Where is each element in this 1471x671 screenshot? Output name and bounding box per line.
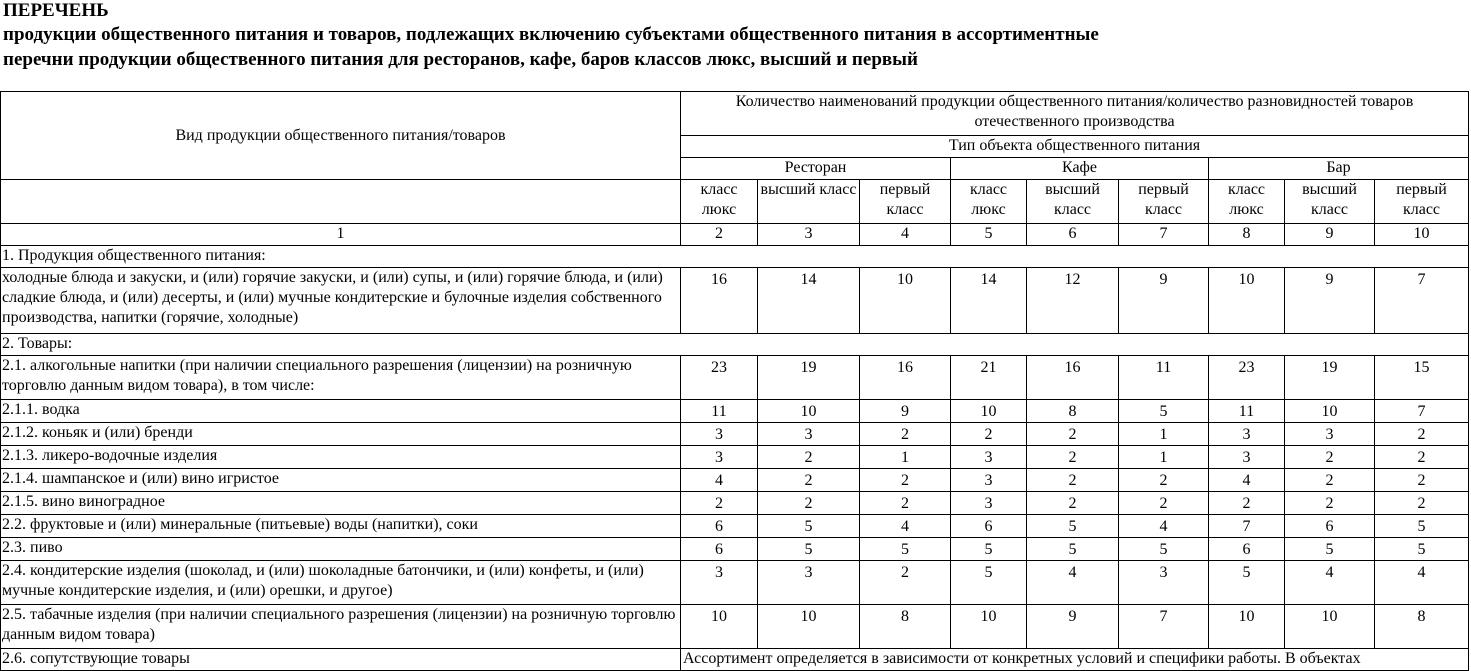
- row-value: 9: [1119, 268, 1209, 334]
- row-value: 8: [1375, 605, 1469, 649]
- header-quantity: Количество наименований продукции общественного питания/количество разновидностей товаров отечественного производства: [681, 92, 1469, 136]
- column-number: 1: [1, 224, 681, 246]
- table-row: [1, 356, 1469, 400]
- assortment-table: [0, 91, 1469, 671]
- column-number: 2: [681, 224, 758, 246]
- row-value: 1: [1119, 446, 1209, 469]
- header-class-cell: первый класс: [1119, 180, 1209, 224]
- row-value: 9: [1027, 605, 1119, 649]
- row-value: 2: [758, 469, 860, 492]
- row-value: 2: [860, 492, 951, 515]
- row-label: 2.6. сопутствующие товары: [1, 649, 681, 671]
- row-value: 19: [1285, 356, 1375, 400]
- row-value: 11: [681, 400, 758, 423]
- row-value: 10: [1209, 268, 1285, 334]
- row-value: 9: [1285, 268, 1375, 334]
- row-value: 19: [758, 356, 860, 400]
- row-value: 5: [1209, 561, 1285, 605]
- row-value: 5: [1285, 538, 1375, 561]
- table-row: [1, 400, 1469, 423]
- row-value: 4: [1119, 515, 1209, 538]
- header-class-cell: высший класс: [1027, 180, 1119, 224]
- row-value: 2: [1285, 469, 1375, 492]
- row-value: 12: [1027, 268, 1119, 334]
- row-value: 16: [860, 356, 951, 400]
- row-value: 6: [951, 515, 1027, 538]
- row-value: 2: [1285, 492, 1375, 515]
- row-value: 5: [758, 538, 860, 561]
- row-value: 6: [1285, 515, 1375, 538]
- row-value: 14: [951, 268, 1027, 334]
- row-value: 3: [681, 561, 758, 605]
- row-value: 8: [860, 605, 951, 649]
- row-value: 3: [681, 446, 758, 469]
- row-value: 2: [860, 561, 951, 605]
- row-value: 2: [1375, 492, 1469, 515]
- row-value: 3: [1209, 423, 1285, 446]
- header-group-restaurant: Ресторан: [681, 158, 951, 180]
- header-group-bar: Бар: [1209, 158, 1469, 180]
- document-subtitle: [3, 22, 1463, 72]
- row-value: 2: [1119, 492, 1209, 515]
- row-value: 5: [1119, 400, 1209, 423]
- column-number: 5: [951, 224, 1027, 246]
- header-row-classes: [1, 180, 1469, 224]
- row-value: 4: [1209, 469, 1285, 492]
- table-row-section-catering: [1, 246, 1469, 268]
- column-number: 6: [1027, 224, 1119, 246]
- column-number: 3: [758, 224, 860, 246]
- header-product-type: Вид продукции общественного питания/товаров: [1, 92, 681, 180]
- row-value: 10: [1285, 400, 1375, 423]
- row-value: 2: [860, 423, 951, 446]
- row-value: 5: [758, 515, 860, 538]
- row-value: 2: [1027, 492, 1119, 515]
- subtitle-line-1: продукции общественного питания и товаров, подлежащих включению субъектами общественного питания в ассортиментные: [3, 24, 1099, 45]
- table-row-section-goods: [1, 334, 1469, 356]
- header-object-type: Тип объекта общественного питания: [681, 136, 1469, 158]
- row-label: 2.1.2. коньяк и (или) бренди: [1, 423, 681, 446]
- table-row: [1, 649, 1469, 671]
- row-label: 2.4. кондитерские изделия (шоколад, и (или) шоколадные батончики, и (или) конфеты, и (или) мучные кондитерские изделия, и (или) орешки, и другое): [1, 561, 681, 605]
- table-row: [1, 268, 1469, 334]
- row-value: 4: [1375, 561, 1469, 605]
- row-value: 10: [681, 605, 758, 649]
- row-label: 2.2. фруктовые и (или) минеральные (питьевые) воды (напитки), соки: [1, 515, 681, 538]
- row-value: 1: [860, 446, 951, 469]
- row-value: 11: [1209, 400, 1285, 423]
- row-value: 2: [1285, 446, 1375, 469]
- header-class-cell: класс люкс: [681, 180, 758, 224]
- row-value: 5: [951, 561, 1027, 605]
- row-value: 10: [951, 605, 1027, 649]
- row-value: 5: [1375, 538, 1469, 561]
- header-row-quantity: [1, 92, 1469, 136]
- row-value: 7: [1119, 605, 1209, 649]
- header-class-cell: класс люкс: [951, 180, 1027, 224]
- row-value: 4: [1027, 561, 1119, 605]
- table-row: [1, 605, 1469, 649]
- column-number: 4: [860, 224, 951, 246]
- row-value: 23: [681, 356, 758, 400]
- column-number: 8: [1209, 224, 1285, 246]
- header-classes-spacer: [1, 180, 681, 224]
- header-class-cell: первый класс: [860, 180, 951, 224]
- row-value: 2: [1027, 469, 1119, 492]
- column-number: 9: [1285, 224, 1375, 246]
- row-value: 10: [758, 605, 860, 649]
- row-label: 2.1. алкогольные напитки (при наличии специального разрешения (лицензии) на розничную торговлю данным видом товара), в том числе:: [1, 356, 681, 400]
- header-group-cafe: Кафе: [951, 158, 1209, 180]
- row-value: 3: [951, 446, 1027, 469]
- row-value: 15: [1375, 356, 1469, 400]
- row-value: 3: [1209, 446, 1285, 469]
- table-row: [1, 446, 1469, 469]
- row-value: 16: [1027, 356, 1119, 400]
- table-row: [1, 515, 1469, 538]
- row-value: 3: [681, 423, 758, 446]
- row-value: 2: [1119, 469, 1209, 492]
- row-value: 7: [1375, 268, 1469, 334]
- row-value: 5: [951, 538, 1027, 561]
- row-label: 2.5. табачные изделия (при наличии специального разрешения (лицензии) на розничную торговлю данным видом товара): [1, 605, 681, 649]
- table-row: [1, 469, 1469, 492]
- row-value: 21: [951, 356, 1027, 400]
- row-value: 6: [1209, 538, 1285, 561]
- row-value: 2: [1375, 446, 1469, 469]
- row-value: 9: [860, 400, 951, 423]
- row-label: 2.1.4. шампанское и (или) вино игристое: [1, 469, 681, 492]
- row-value: 5: [1375, 515, 1469, 538]
- row-note: Ассортимент определяется в зависимости от конкретных условий и специфики работы. В объектах: [681, 649, 1469, 671]
- row-value: 10: [758, 400, 860, 423]
- row-value: 2: [1027, 423, 1119, 446]
- row-value: 3: [1119, 561, 1209, 605]
- table-row: [1, 561, 1469, 605]
- row-value: 7: [1375, 400, 1469, 423]
- subtitle-line-2: перечни продукции общественного питания для ресторанов, кафе, баров классов люкс, высший и первый: [3, 49, 918, 70]
- row-value: 3: [758, 423, 860, 446]
- header-class-cell: первый класс: [1375, 180, 1469, 224]
- row-value: 6: [681, 515, 758, 538]
- header-class-cell: высший класс: [1285, 180, 1375, 224]
- header-class-cell: высший класс: [758, 180, 860, 224]
- row-value: 23: [1209, 356, 1285, 400]
- table-row: [1, 423, 1469, 446]
- row-value: 11: [1119, 356, 1209, 400]
- row-value: 10: [860, 268, 951, 334]
- row-value: 2: [1209, 492, 1285, 515]
- row-value: 6: [681, 538, 758, 561]
- row-value: 2: [681, 492, 758, 515]
- row-value: 14: [758, 268, 860, 334]
- document-title: ПЕРЕЧЕНЬ: [3, 0, 109, 21]
- row-value: 5: [1119, 538, 1209, 561]
- header-class-cell: класс люкс: [1209, 180, 1285, 224]
- row-value: 3: [1285, 423, 1375, 446]
- row-value: 3: [758, 561, 860, 605]
- row-value: 1: [1119, 423, 1209, 446]
- row-label: 2.3. пиво: [1, 538, 681, 561]
- row-value: 3: [951, 469, 1027, 492]
- column-number: 10: [1375, 224, 1469, 246]
- row-value: 10: [1285, 605, 1375, 649]
- row-value: 7: [1209, 515, 1285, 538]
- table-row: [1, 538, 1469, 561]
- row-value: 10: [951, 400, 1027, 423]
- row-label: 1. Продукция общественного питания:: [1, 246, 1469, 268]
- column-number-row: [1, 224, 1469, 246]
- table-row: [1, 492, 1469, 515]
- row-value: 4: [860, 515, 951, 538]
- row-value: 2: [1375, 423, 1469, 446]
- row-value: 5: [860, 538, 951, 561]
- row-value: 2: [758, 492, 860, 515]
- row-value: 3: [951, 492, 1027, 515]
- row-value: 4: [1285, 561, 1375, 605]
- row-value: 5: [1027, 515, 1119, 538]
- row-value: 10: [1209, 605, 1285, 649]
- row-label: холодные блюда и закуски, и (или) горячие закуски, и (или) супы, и (или) горячие блюда, и (или) сладкие блюда, и (или) десерты, и (или) мучные кондитерские и булочные изделия собственного производства, напитки (горячие, холодные): [1, 268, 681, 334]
- row-label: 2.1.1. водка: [1, 400, 681, 423]
- row-label: 2.1.3. ликеро-водочные изделия: [1, 446, 681, 469]
- column-number: 7: [1119, 224, 1209, 246]
- row-value: 4: [681, 469, 758, 492]
- row-value: 2: [1027, 446, 1119, 469]
- row-value: 2: [951, 423, 1027, 446]
- row-value: 2: [860, 469, 951, 492]
- row-value: 5: [1027, 538, 1119, 561]
- row-label: 2. Товары:: [1, 334, 1469, 356]
- row-label: 2.1.5. вино виноградное: [1, 492, 681, 515]
- row-value: 8: [1027, 400, 1119, 423]
- row-value: 2: [758, 446, 860, 469]
- row-value: 16: [681, 268, 758, 334]
- row-value: 2: [1375, 469, 1469, 492]
